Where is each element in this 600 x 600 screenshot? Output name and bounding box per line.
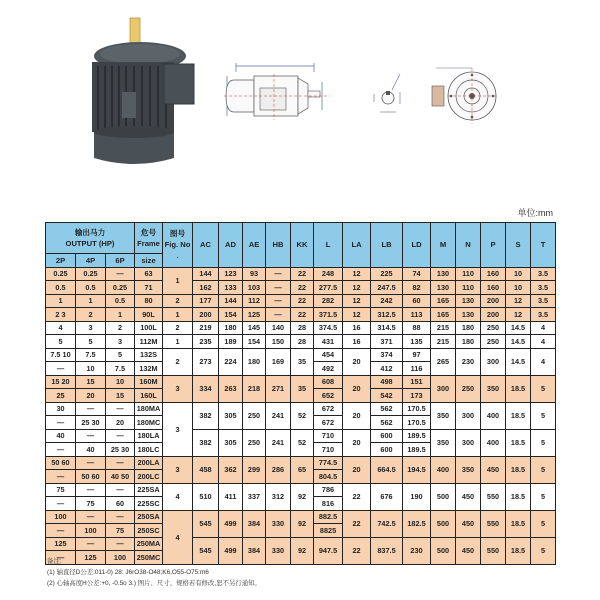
col-HB: HB: [266, 223, 291, 268]
motor-photo: [78, 14, 206, 176]
spec-table: [45, 222, 556, 565]
table-row: 40 — — 180LA 382 305 250 241 52 710 20 600 189.5 350 300 400 18.5 5: [46, 429, 556, 443]
table-row: 50 60 — — 200LA 3 458 362 299 286 65 774.5 20 664.5 194.5 400 350 450 18.5 5: [46, 456, 556, 470]
table-row: — 40 25 30 180LC 710 600 189.5: [46, 443, 556, 457]
table-row: 5 5 3 112M 1 235 189 154 150 28 431 16 371 135 215 180 250 14.5 4: [46, 335, 556, 349]
col-AD: AD: [219, 223, 243, 268]
flange-end-drawing: [428, 62, 500, 128]
table-row: 1 1 0.5 80 2 177 144 112 — 22 282 12 242 60 165 130 200 12 3.5: [46, 294, 556, 308]
table-row: 25 20 15 160L 652 542 173: [46, 389, 556, 403]
col-T: T: [531, 223, 556, 268]
table-row: — 10 7.5 132M 492 412 116: [46, 362, 556, 376]
output-header: 输出马力 OUTPUT (HP): [46, 223, 135, 254]
col-AC: AC: [193, 223, 219, 268]
col-N: N: [456, 223, 481, 268]
col-P: P: [481, 223, 506, 268]
table-row: 100 — — 250SA 4 545 499 384 330 92 882.5 22 742.5 182.5 500 450 550 18.5 5: [46, 510, 556, 524]
table-row: 0.5 0.5 0.25 71 162 133 103 — 22 277.5 12 247.5 82 130 110 160 10 3.5: [46, 281, 556, 295]
table-row: 2 3 2 1 90L 1 200 154 125 — 22 371.5 12 312.5 113 165 130 200 12 3.5: [46, 308, 556, 322]
table-row: 7.5 10 7.5 5 132S 2 273 224 180 169 35 454 20 374 97 265 230 300 14.5 4: [46, 348, 556, 362]
table-row: — 125 100 250MC: [46, 551, 556, 565]
col-frame-size: size: [135, 254, 163, 268]
col-M: M: [431, 223, 456, 268]
col-LD: LD: [403, 223, 431, 268]
table-row: 30 — — 180MA 3 382 305 250 241 52 672 20 562 170.5 350 300 400 18.5 5: [46, 402, 556, 416]
table-row: 15 20 15 10 160M 3 334 263 218 271 35 608 20 498 151 300 250 350 18.5 5: [46, 375, 556, 389]
table-row: — 25 30 20 180MC 672 562 170.5: [46, 416, 556, 430]
notes-title: 备注:: [47, 558, 62, 565]
col-AE: AE: [243, 223, 266, 268]
notes: [47, 556, 261, 589]
col-2p: 2P: [46, 254, 76, 268]
col-L: L: [314, 223, 343, 268]
table-row: 125 — — 250MA 545 499 384 330 92 947.5 22 837.5 230 500 450 550 18.5 5: [46, 537, 556, 551]
table-row: 4 3 2 100L 2 219 180 145 140 28 374.5 16 314.5 88 215 180 250 14.5 4: [46, 321, 556, 335]
col-KK: KK: [291, 223, 314, 268]
side-view-drawing: [222, 60, 334, 130]
col-6p: 6P: [106, 254, 135, 268]
shaft-end-drawing: [370, 70, 410, 120]
note-2: (2) 心轴高度H公差:+0, -0.5o 3.) 图片、尺寸、规格若有修改,恕不另行通知。: [47, 580, 261, 587]
table-row: 75 — — 225SA 4 510 411 337 312 92 786 22 676 190 500 450 550 18.5 5: [46, 483, 556, 497]
note-1: (1) 轴直径D公差:011-0) 28: J6rO38-O48;K6,O55-O75:m6: [47, 569, 209, 576]
table-row: — 50 60 40 50 200LC 804.5: [46, 470, 556, 484]
table-row: 0.25 0.25 — 63 1 144 123 93 — 22 248 12 225 74 130 110 160 10 3.5: [46, 267, 556, 281]
frame-header: 危号 Frame: [135, 223, 163, 254]
col-4p: 4P: [76, 254, 106, 268]
fig-header: 图号 Fig. No .: [163, 223, 193, 268]
col-LA: LA: [343, 223, 371, 268]
unit-label: 单位:mm: [517, 208, 553, 218]
table-row: — 75 60 225SC 816: [46, 497, 556, 511]
col-LB: LB: [371, 223, 403, 268]
col-S: S: [506, 223, 531, 268]
table-row: — 100 75 250SC 8825: [46, 524, 556, 538]
